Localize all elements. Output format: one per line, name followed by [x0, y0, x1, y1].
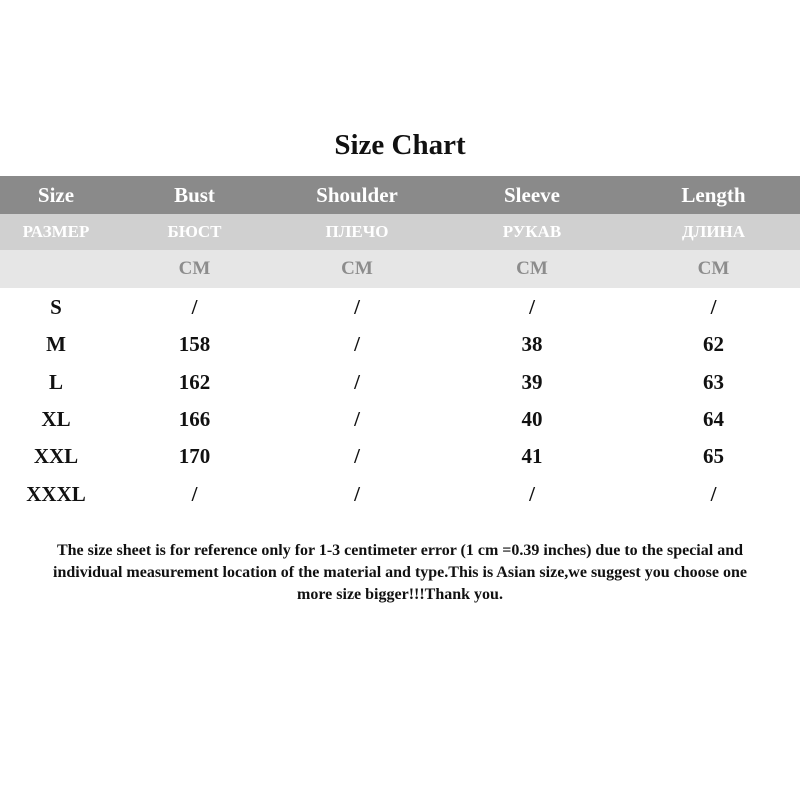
length-cell: 64 — [703, 407, 724, 431]
table-row — [0, 476, 800, 513]
shoulder-cell: / — [354, 444, 360, 468]
sleeve-cell: 40 — [521, 407, 543, 431]
sleeve-cell: / — [529, 295, 535, 319]
shoulder-cell: / — [354, 407, 360, 431]
header-sleeve: Sleeve — [504, 182, 560, 207]
table-row — [0, 289, 800, 326]
sleeve-cell: / — [529, 482, 535, 506]
size-note — [8, 540, 792, 606]
header-row — [0, 176, 800, 214]
header-size: Size — [37, 182, 75, 207]
length-cell: 63 — [703, 370, 724, 394]
unit-size — [0, 250, 112, 288]
sleeve-cell: 38 — [521, 332, 543, 356]
size-cell: S — [50, 295, 62, 319]
unit-shoulder: CM — [341, 258, 373, 279]
bust-cell: 162 — [178, 370, 211, 394]
table-row — [0, 438, 800, 475]
header-ru-bust: БЮСТ — [167, 222, 222, 241]
bust-cell: / — [191, 482, 198, 506]
shoulder-cell: / — [354, 332, 360, 356]
bust-cell: / — [191, 295, 198, 319]
table-row — [0, 326, 800, 363]
unit-bust: CM — [178, 258, 211, 279]
length-cell: 62 — [703, 332, 724, 356]
header-bust: Bust — [174, 182, 215, 207]
size-cell: XL — [41, 407, 71, 431]
table-row — [0, 401, 800, 438]
unit-row — [0, 250, 800, 288]
unit-sleeve: CM — [516, 258, 548, 279]
header-ru-shoulder: ПЛЕЧО — [325, 222, 389, 241]
header-shoulder: Shoulder — [316, 182, 398, 207]
size-cell: M — [46, 332, 66, 356]
size-note-line: The size sheet is for reference only for 1-3 centimeter error (1 cm =0.39 inches) due to the special and — [56, 542, 743, 559]
sleeve-cell: 41 — [521, 444, 543, 468]
size-cell: XXL — [33, 444, 79, 468]
page-title: Size Chart — [334, 129, 466, 161]
bust-cell: 158 — [178, 332, 211, 356]
russian-header-row — [0, 214, 800, 250]
shoulder-cell: / — [354, 370, 360, 394]
shoulder-cell: / — [354, 482, 360, 506]
length-cell: / — [710, 482, 717, 506]
length-cell: / — [710, 295, 717, 319]
size-cell: L — [48, 370, 63, 394]
length-cell: 65 — [703, 444, 724, 468]
header-length: Length — [681, 182, 746, 207]
table-row — [0, 364, 800, 401]
size-note-line: individual measurement location of the material and type.This is Asian size,we suggest you choose one — [53, 564, 747, 581]
size-note-line: more size bigger!!!Thank you. — [297, 586, 503, 603]
shoulder-cell: / — [354, 295, 360, 319]
header-ru-sleeve: РУКАВ — [502, 222, 562, 241]
header-ru-length: ДЛИНА — [681, 222, 746, 241]
bust-cell: 170 — [178, 444, 211, 468]
header-ru-size: РАЗМЕР — [22, 222, 90, 241]
size-cell: XXXL — [26, 482, 86, 506]
sleeve-cell: 39 — [521, 370, 543, 394]
bust-cell: 166 — [178, 407, 211, 431]
unit-length: CM — [697, 258, 730, 279]
